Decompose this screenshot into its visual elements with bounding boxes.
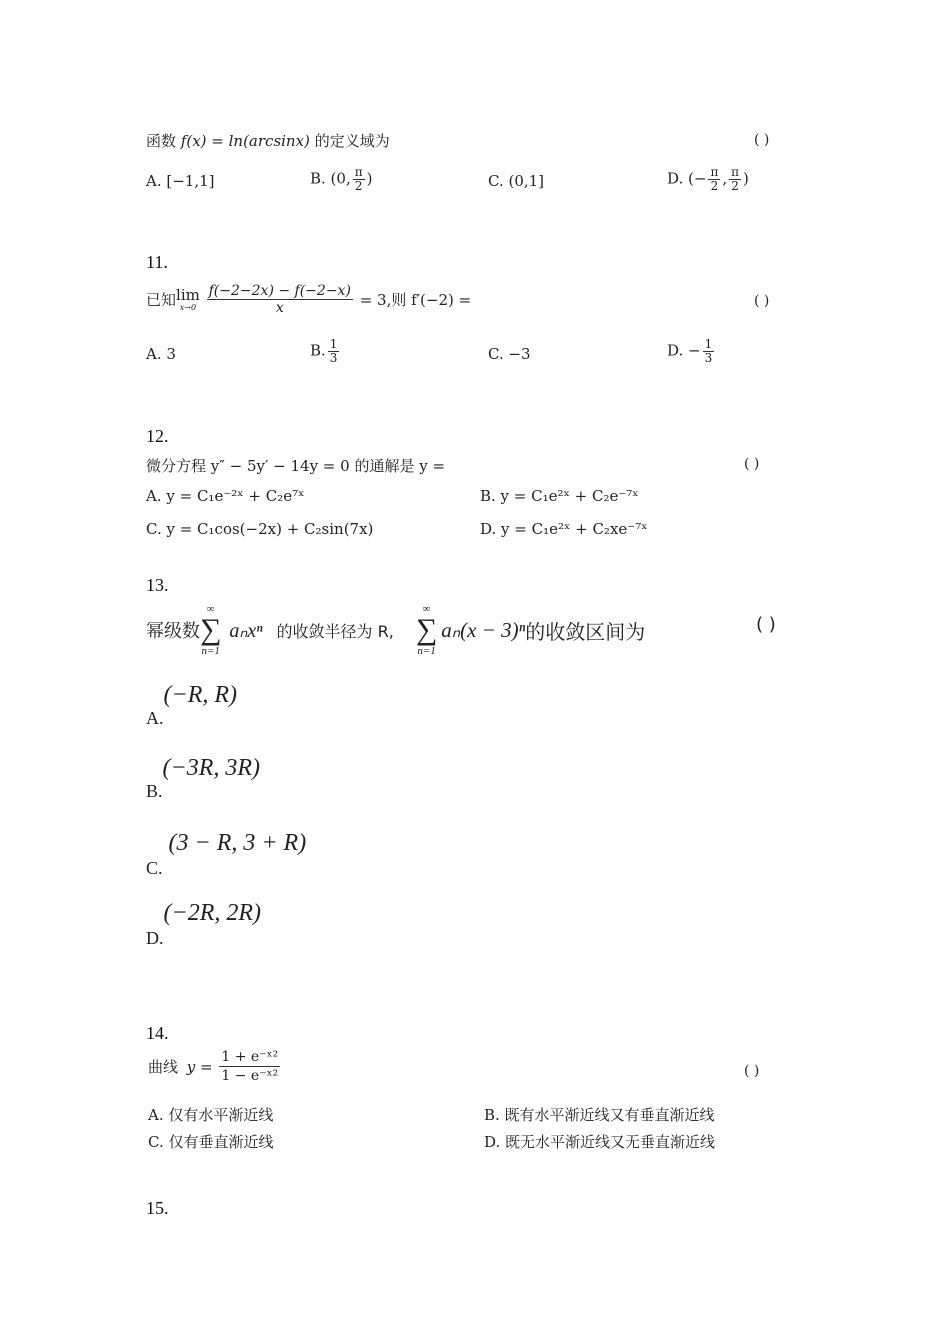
q10-stem xyxy=(146,130,390,151)
q10-option-c: C. (0,1] xyxy=(488,172,545,190)
q13-option-a xyxy=(146,682,237,728)
q11-option-d-fraction xyxy=(703,338,715,365)
q10-option-d-fraction-1 xyxy=(708,166,720,193)
q12-option-a: A. y = C₁e⁻²ˣ + C₂e⁷ˣ xyxy=(146,487,305,505)
q11-stem xyxy=(146,283,471,316)
q13-sum-1-top: ∞ xyxy=(206,603,215,615)
q11-option-d-num: 1 xyxy=(704,337,713,351)
q13-term-2: aₙ(x − 3)ⁿ xyxy=(441,617,526,642)
q10-option-b-num: π xyxy=(354,165,363,179)
q12-option-b: B. y = C₁e²ˣ + C₂e⁻⁷ˣ xyxy=(480,487,639,505)
q13-answer-paren: ( ) xyxy=(756,614,776,635)
q11-option-c: C. −3 xyxy=(488,345,531,363)
q10-stem-prefix: 函数 xyxy=(146,132,177,150)
q14-fraction-num: 1 + e⁻ˣ² xyxy=(221,1049,279,1065)
q11-option-b xyxy=(310,338,341,365)
q14-stem xyxy=(148,1048,282,1085)
q10-option-a: A. [−1,1] xyxy=(146,172,215,190)
q13-stem xyxy=(146,598,645,662)
q14-answer-paren: ( ) xyxy=(744,1063,760,1079)
q13-option-c-label: C. xyxy=(146,858,163,878)
q12-answer-paren: ( ) xyxy=(744,456,760,472)
q11-option-a: A. 3 xyxy=(146,345,176,363)
q10-option-d xyxy=(667,166,749,193)
q13-mid-text: 的收敛半径为 R, xyxy=(276,621,394,641)
q13-option-d-label: D. xyxy=(146,928,164,948)
q13-option-d xyxy=(146,900,261,948)
q11-answer-paren: ( ) xyxy=(754,293,770,309)
q10-option-d-close: ) xyxy=(743,169,749,188)
q14-option-b: B. 既有水平渐近线又有垂直渐近线 xyxy=(484,1106,715,1124)
q14-option-c: C. 仅有垂直渐近线 xyxy=(148,1133,274,1151)
q12-stem: 微分方程 y″ − 5y′ − 14y = 0 的通解是 y = xyxy=(146,457,446,475)
q13-option-c xyxy=(146,830,307,878)
q13-stem-suffix: 的收敛区间为 xyxy=(525,619,646,644)
q10-stem-suffix: 的定义域为 xyxy=(314,132,390,150)
q11-fraction-num: f(−2−2x) − f(−2−x) xyxy=(208,283,351,299)
q13-sum-2-bottom: n=1 xyxy=(417,645,436,657)
q10-option-d-label: D. (− xyxy=(667,169,707,188)
q10-option-b-label: B. (0, xyxy=(310,169,351,188)
q11-fraction-den: x xyxy=(275,300,284,316)
q13-stem-prefix: 幂级数 xyxy=(146,621,200,642)
q11-limit xyxy=(176,285,200,312)
q15-number: 15. xyxy=(146,1198,169,1218)
q13-sum-2 xyxy=(416,603,437,657)
q10-option-d-comma: , xyxy=(722,169,728,188)
q12-number: 12. xyxy=(146,426,169,446)
q14-option-d: D. 既无水平渐近线又无垂直渐近线 xyxy=(484,1133,716,1151)
q12-option-d: D. y = C₁e²ˣ + C₂xe⁻⁷ˣ xyxy=(480,520,648,538)
q13-sum-1-bottom: n=1 xyxy=(201,645,220,657)
q10-option-b-close: ) xyxy=(366,169,373,188)
q14-fraction-den: 1 − e⁻ˣ² xyxy=(221,1068,279,1084)
q13-option-b-label: B. xyxy=(146,781,163,801)
q11-option-b-label: B. xyxy=(310,341,326,360)
q11-option-b-fraction xyxy=(328,338,340,365)
q11-option-b-num: 1 xyxy=(329,337,338,351)
q10-stem-math: f(x) = ln(arcsinx) xyxy=(180,132,310,150)
q10-answer-paren: ( ) xyxy=(754,132,770,148)
q14-number: 14. xyxy=(146,1023,169,1043)
q13-sum-1 xyxy=(200,603,221,657)
q13-sum-2-sigma: ∑ xyxy=(415,613,438,646)
q10-option-b xyxy=(310,166,372,193)
q11-limit-text: lim xyxy=(176,285,200,304)
q13-option-d-value: (−2R, 2R) xyxy=(163,900,261,926)
q10-option-d-num-1: π xyxy=(710,165,719,179)
q11-stem-suffix: = 3,则 f′(−2) = xyxy=(359,291,472,309)
q11-stem-prefix: 已知 xyxy=(146,291,177,309)
q10-option-d-fraction-2 xyxy=(729,166,741,193)
q10-option-b-fraction xyxy=(353,166,365,193)
q13-option-b xyxy=(146,755,261,801)
q14-fraction xyxy=(219,1048,280,1085)
q11-option-d-den: 3 xyxy=(704,351,713,365)
q11-fraction xyxy=(207,283,353,316)
q14-y-eq: y = xyxy=(186,1057,213,1076)
q11-option-d-label: D. − xyxy=(667,341,701,360)
q10-option-b-den: 2 xyxy=(354,179,363,193)
q12-option-c: C. y = C₁cos(−2x) + C₂sin(7x) xyxy=(146,520,374,538)
q10-option-d-num-2: π xyxy=(731,165,740,179)
q13-option-c-value: (3 − R, 3 + R) xyxy=(168,830,307,856)
q11-option-d xyxy=(667,338,716,365)
q10-option-d-den-1: 2 xyxy=(710,179,719,193)
q13-sum-1-sigma: ∑ xyxy=(200,613,222,646)
q13-option-a-label: A. xyxy=(146,708,164,728)
q13-sum-2-top: ∞ xyxy=(422,603,431,615)
q13-option-b-value: (−3R, 3R) xyxy=(162,755,261,781)
q11-option-b-den: 3 xyxy=(329,351,338,365)
q13-option-a-value: (−R, R) xyxy=(163,682,237,708)
q13-number: 13. xyxy=(146,575,169,595)
q14-option-a: A. 仅有水平渐近线 xyxy=(148,1106,274,1124)
q10-option-d-den-2: 2 xyxy=(731,179,739,193)
q11-number: 11. xyxy=(146,252,168,272)
q14-stem-prefix: 曲线 xyxy=(148,1058,179,1076)
q11-limit-sub: x→0 xyxy=(179,302,197,312)
q13-term-1: aₙxⁿ xyxy=(229,619,263,642)
